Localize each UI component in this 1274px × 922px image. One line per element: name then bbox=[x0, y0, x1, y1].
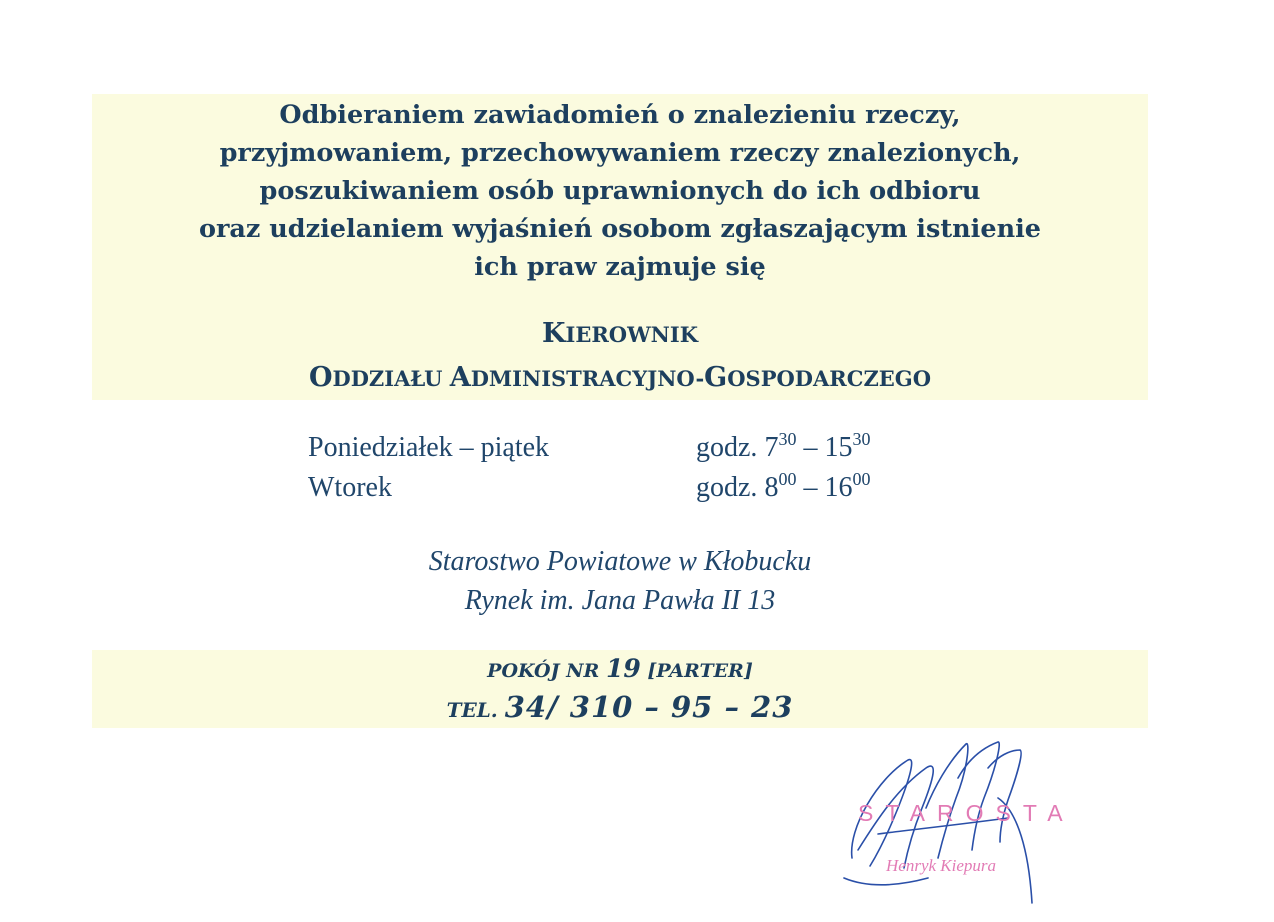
intro-line: Odbieraniem zawiadomień o znalezieniu rzeczy, bbox=[279, 100, 961, 130]
address-line-1: Starostwo Powiatowe w Kłobucku bbox=[428, 546, 812, 577]
stamp-name: Henryk Kiepura bbox=[886, 856, 997, 875]
hours-time: godz. $7^{30} - 15^{30}$ bbox=[696, 429, 871, 463]
hours-day: Poniedziałek – piątek bbox=[308, 432, 550, 463]
phone-info: TEL. 34/ 310 – 95 – 23 bbox=[446, 690, 794, 724]
intro-line: poszukiwaniem osób uprawnionych do ich odbioru bbox=[259, 176, 981, 206]
address-line-2: Rynek im. Jana Pawła II 13 bbox=[464, 585, 776, 616]
intro-text bbox=[92, 96, 1148, 286]
intro-line: ich praw zajmuje się bbox=[474, 252, 766, 282]
hours-day: Wtorek bbox=[308, 472, 392, 503]
office-title-line-1: KIEROWNIK bbox=[542, 318, 698, 349]
intro-line: przyjmowaniem, przechowywaniem rzeczy znalezionych, bbox=[219, 138, 1021, 168]
room-info: POKÓJ NR 19 [PARTER] bbox=[487, 654, 753, 683]
office-title-line-2: ODDZIAŁU ADMINISTRACYJNO-GOSPODARCZEGO bbox=[308, 362, 932, 393]
intro-line: oraz udzielaniem wyjaśnień osobom zgłaszającym istnienie bbox=[198, 214, 1042, 244]
hours-time: godz. $8^{00} - 16^{00}$ bbox=[696, 469, 871, 503]
stamp-title: STAROSTA bbox=[858, 800, 1075, 826]
